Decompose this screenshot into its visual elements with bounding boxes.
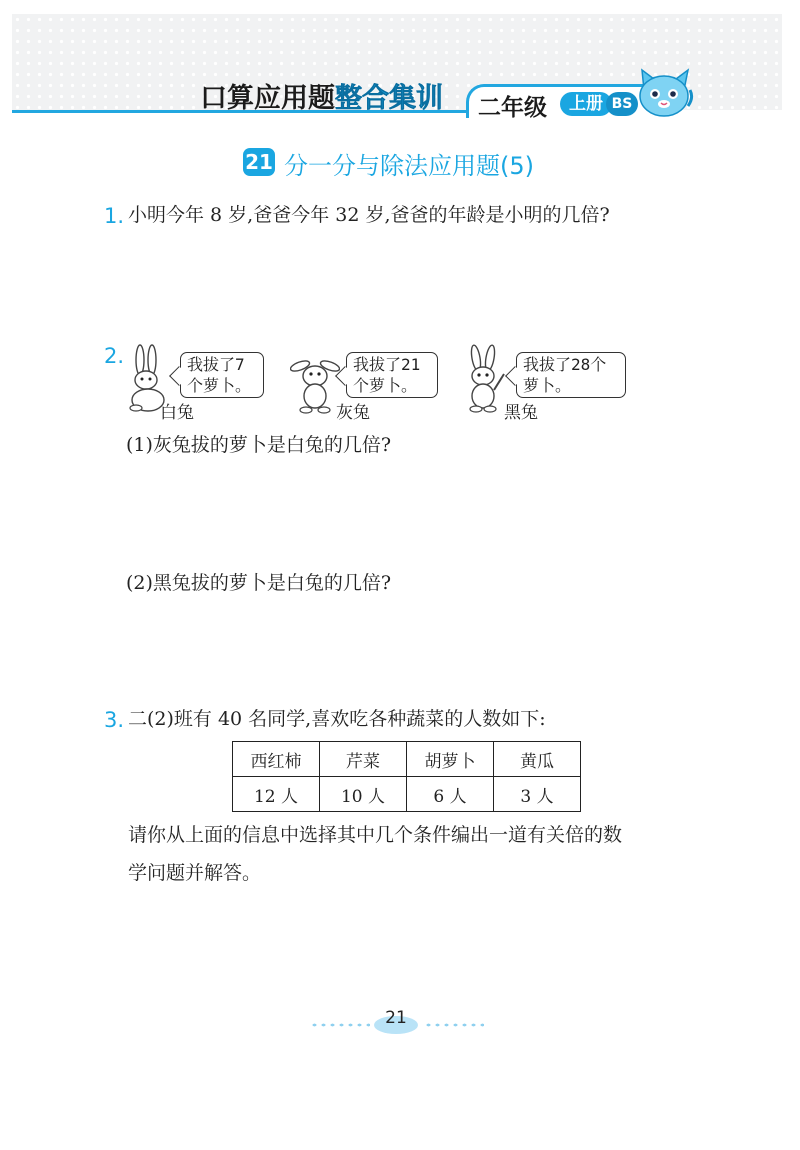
speech-line: 我拔了21 (353, 355, 421, 374)
table-cell: 10 人 (320, 777, 407, 812)
footer-dots-left (310, 1022, 370, 1028)
question-2-number: 2. (104, 344, 125, 368)
gray-rabbit-speech-bubble (346, 352, 438, 398)
question-1-number: 1. (104, 204, 125, 228)
table-cell: 3 人 (494, 777, 581, 812)
speech-line: 个萝卜。 (187, 376, 252, 395)
table-header-cell: 胡萝卜 (407, 742, 494, 777)
question-3-prompt-line1: 请你从上面的信息中选择其中几个条件编出一道有关倍的数 (128, 824, 623, 846)
question-3-number: 3. (104, 708, 125, 732)
question-2-sub1: (1)灰兔拔的萝卜是白兔的几倍? (126, 434, 392, 456)
gray-rabbit-label: 灰兔 (336, 403, 370, 423)
volume-badge: 上册 (560, 92, 612, 116)
book-title-part2: 整合集训 (335, 83, 443, 114)
cat-mascot-icon (636, 68, 694, 120)
edition-badge: BS (606, 92, 638, 116)
question-3-intro: 二(2)班有 40 名同学,喜欢吃各种蔬菜的人数如下: (128, 708, 546, 730)
table-header-cell: 黄瓜 (494, 742, 581, 777)
footer-dots-right (424, 1022, 484, 1028)
question-3-prompt-line2: 学问题并解答。 (128, 862, 262, 884)
speech-line: 我拔了28个 (523, 355, 607, 374)
lesson-title: 分一分与除法应用题(5) (284, 152, 534, 180)
speech-line: 萝卜。 (523, 376, 572, 395)
black-rabbit-icon (458, 344, 508, 414)
speech-line: 我拔了7 (187, 355, 245, 374)
page-number: 21 (385, 1008, 407, 1028)
table-cell: 12 人 (233, 777, 320, 812)
black-rabbit-speech-bubble (516, 352, 626, 398)
white-rabbit-label: 白兔 (160, 403, 194, 423)
book-title (200, 84, 443, 114)
question-2-sub2: (2)黑兔拔的萝卜是白兔的几倍? (126, 572, 392, 594)
question-1-text: 小明今年 8 岁,爸爸今年 32 岁,爸爸的年龄是小明的几倍? (128, 204, 610, 226)
book-title-part1: 口算应用题 (200, 83, 335, 114)
black-rabbit-label: 黑兔 (504, 403, 538, 423)
table-header-cell: 芹菜 (320, 742, 407, 777)
speech-line: 个萝卜。 (353, 376, 418, 395)
table-header-row (233, 742, 581, 777)
lesson-number-badge: 21 (243, 148, 275, 176)
vegetable-table (232, 741, 581, 812)
bubble-tail (505, 366, 525, 386)
table-cell: 6 人 (407, 777, 494, 812)
table-header-cell: 西红柿 (233, 742, 320, 777)
white-rabbit-speech-bubble (180, 352, 264, 398)
gray-rabbit-icon (290, 352, 340, 416)
grade-label: 二年级 (478, 95, 547, 121)
table-row (233, 777, 581, 812)
